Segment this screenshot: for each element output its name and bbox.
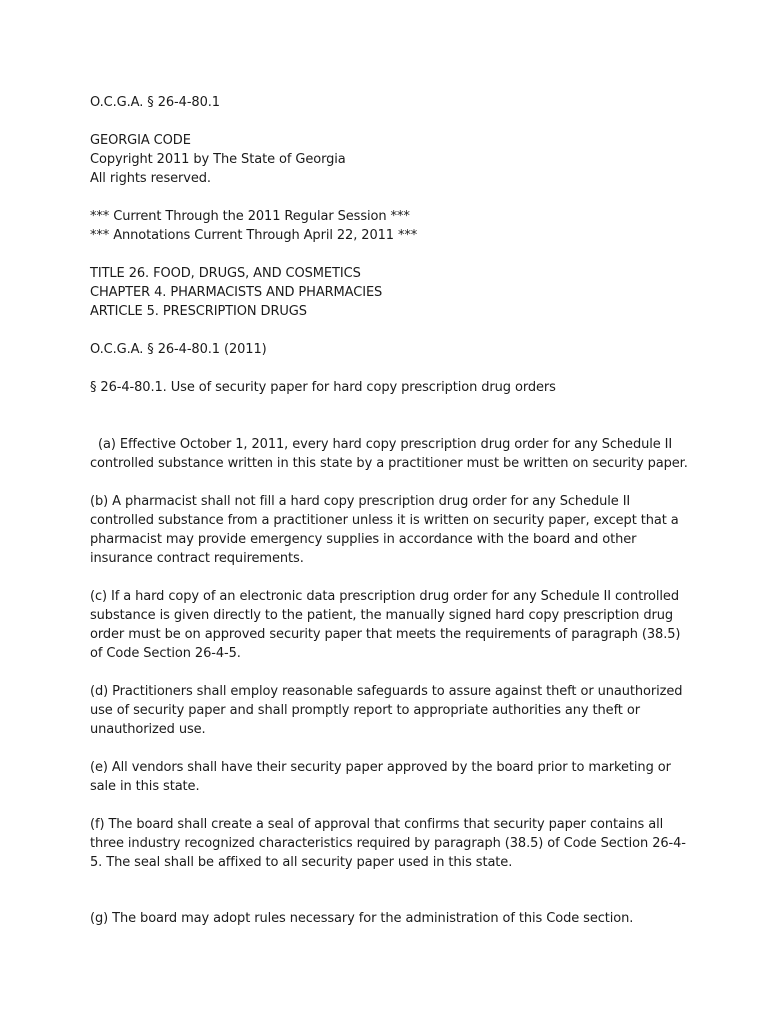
citation	[90, 340, 690, 359]
section-title-text: § 26-4-80.1. Use of security paper for hard copy prescription drug orders	[90, 380, 556, 395]
subsection-g	[90, 909, 690, 928]
cite-heading-text: O.C.G.A. § 26-4-80.1	[90, 95, 220, 110]
code-name: GEORGIA CODE	[90, 133, 191, 148]
chapter-line: CHAPTER 4. PHARMACISTS AND PHARMACIES	[90, 285, 383, 300]
subsection-a	[90, 435, 690, 473]
title-line: TITLE 26. FOOD, DRUGS, AND COSMETICS	[90, 266, 361, 281]
code-hierarchy	[90, 264, 690, 321]
subsection-e	[90, 758, 690, 796]
subsection-g-text: (g) The board may adopt rules necessary for the administration of this Code section.	[90, 911, 634, 926]
article-line: ARTICLE 5. PRESCRIPTION DRUGS	[90, 304, 307, 319]
session-note: *** Current Through the 2011 Regular Session ***	[90, 209, 410, 224]
citation-text: O.C.G.A. § 26-4-80.1 (2011)	[90, 342, 267, 357]
code-info	[90, 131, 690, 188]
currency-notes	[90, 207, 690, 245]
annotations-note: *** Annotations Current Through April 22, 2011 ***	[90, 228, 418, 243]
subsection-f-text: (f) The board shall create a seal of approval that confirms that security paper contains all three industry recognized characteristics required by paragraph (38.5) of Code Section 26-4-5. The seal shall be affixed to all security paper used in this state.	[90, 817, 686, 870]
rights-line: All rights reserved.	[90, 171, 211, 186]
subsection-d-text: (d) Practitioners shall employ reasonable safeguards to assure against theft or unauthorized use of security paper and shall promptly report to appropriate authorities any theft or unauthorized use.	[90, 684, 683, 737]
subsection-d	[90, 682, 690, 739]
subsection-e-text: (e) All vendors shall have their security paper approved by the board prior to marketing or sale in this state.	[90, 760, 671, 794]
copyright-line: Copyright 2011 by The State of Georgia	[90, 152, 346, 167]
cite-heading	[90, 93, 690, 112]
subsection-a-text: (a) Effective October 1, 2011, every hard copy prescription drug order for any Schedule II controlled substance written in this state by a practitioner must be written on security paper.	[90, 437, 688, 471]
section-title	[90, 378, 690, 397]
subsection-b	[90, 492, 690, 568]
subsection-c-text: (c) If a hard copy of an electronic data prescription drug order for any Schedule II controlled substance is given directly to the patient, the manually signed hard copy prescription drug order must be on approved security paper that meets the requirements of paragraph (38.5) of Code Section 26-4-5.	[90, 589, 681, 661]
subsection-f	[90, 815, 690, 872]
subsection-b-text: (b) A pharmacist shall not fill a hard copy prescription drug order for any Schedule II controlled substance from a practitioner unless it is written on security paper, except that a pharmacist may provide emergency supplies in accordance with the board and other insurance contract requirements.	[90, 494, 679, 566]
subsection-c	[90, 587, 690, 663]
